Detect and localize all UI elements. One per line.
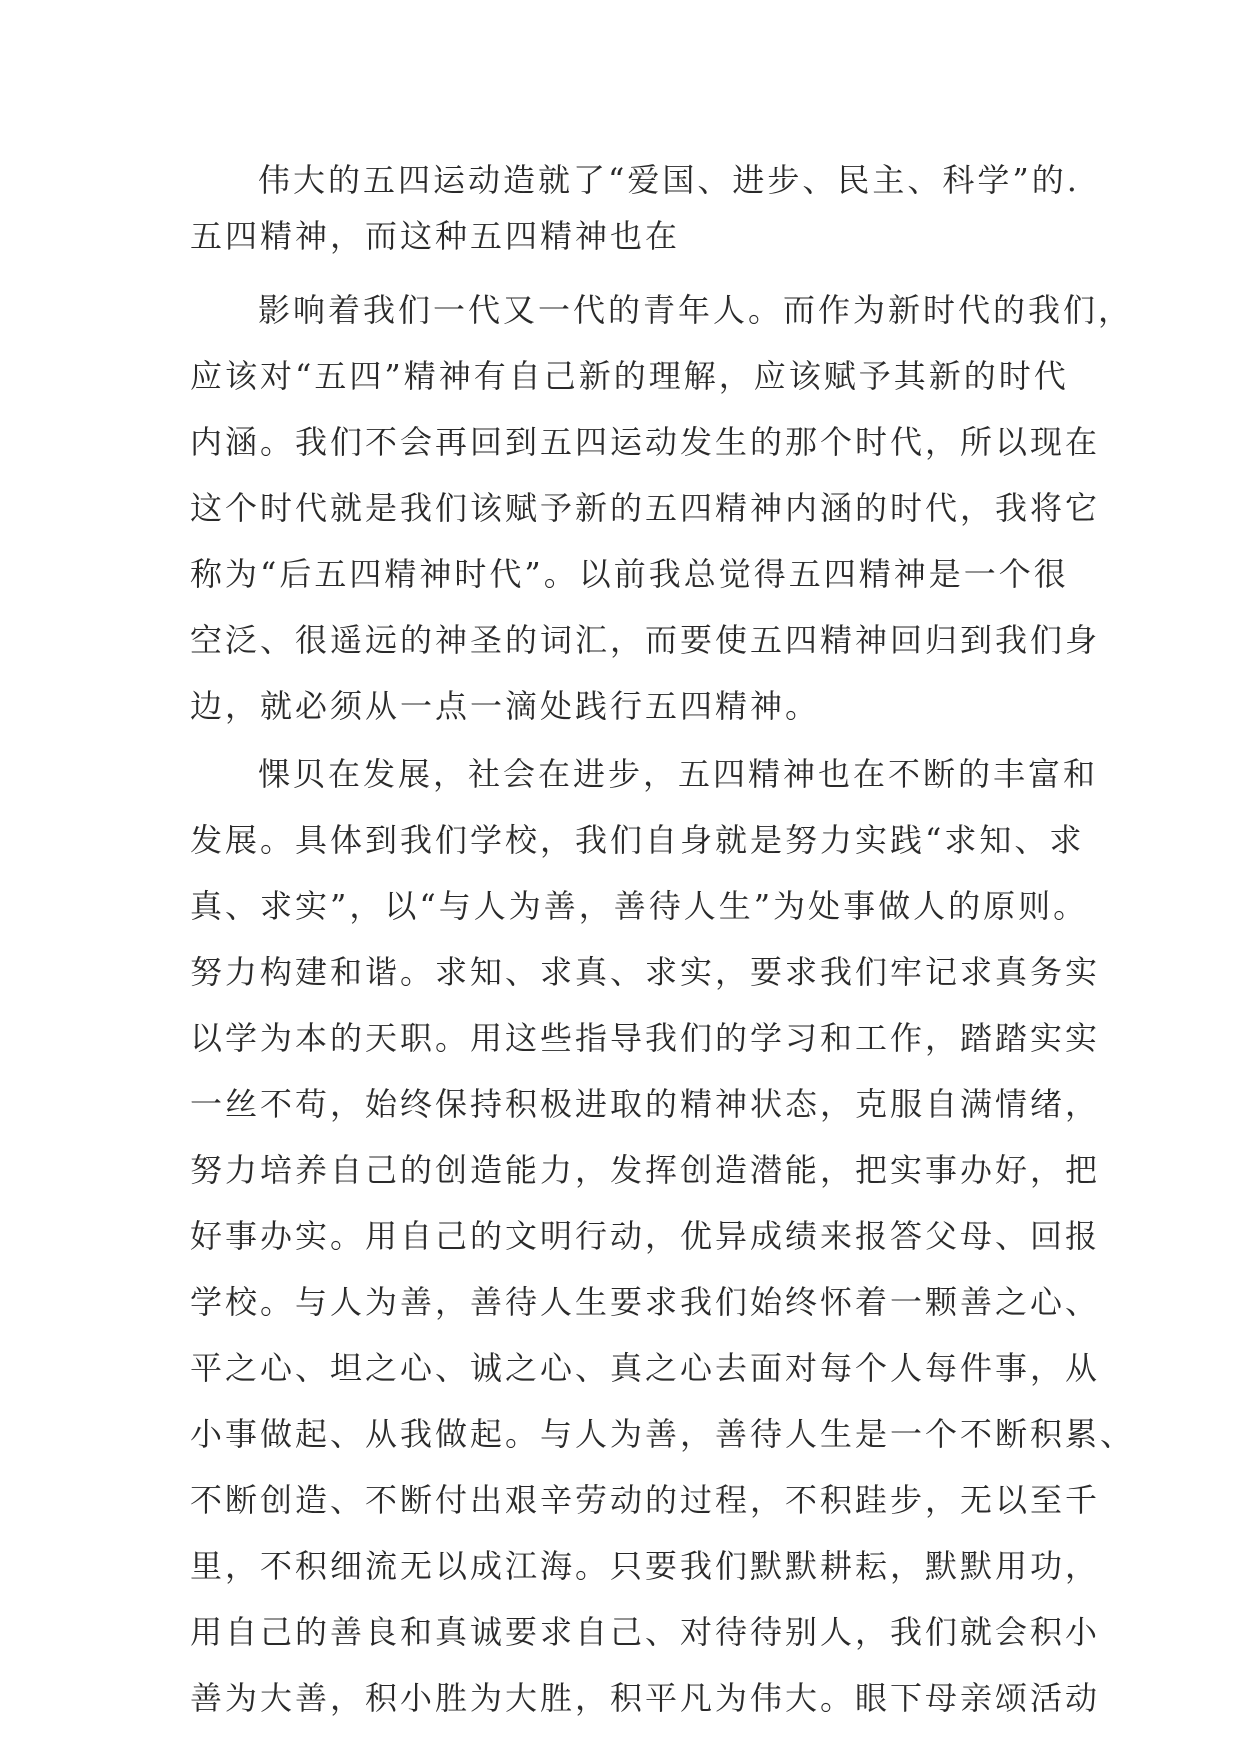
- text-line: 空泛、很遥远的神圣的词汇，而要使五四精神回归到我们身: [190, 621, 1101, 659]
- text-line: 平之心、坦之心、诚之心、真之心去面对每个人每件事，从: [190, 1349, 1101, 1387]
- text-line: 不断创造、不断付出艰辛劳动的过程，不积跬步，无以至千: [190, 1481, 1101, 1519]
- text-line: 这个时代就是我们该赋予新的五四精神内涵的时代，我将它: [190, 489, 1101, 527]
- text-line: 以学为本的天职。用这些指导我们的学习和工作，踏踏实实: [190, 1019, 1101, 1057]
- text-line: 好事办实。用自己的文明行动，优异成绩来报答父母、回报: [190, 1217, 1101, 1255]
- text-line: 发展。具体到我们学校，我们自身就是努力实践“求知、求: [190, 821, 1085, 859]
- text-line: 善为大善，积小胜为大胜，积平凡为伟大。眼下母亲颂活动: [190, 1679, 1101, 1717]
- text-line: 努力构建和谐。求知、求真、求实，要求我们牢记求真务实: [190, 953, 1101, 991]
- text-line: 伟大的五四运动造就了“爱国、进步、民主、科学”的.: [258, 161, 1080, 199]
- text-line: 努力培养自己的创造能力，发挥创造潜能，把实事办好，把: [190, 1151, 1101, 1189]
- text-line: 内涵。我们不会再回到五四运动发生的那个时代，所以现在: [190, 423, 1101, 461]
- text-line: 边，就必须从一点一滴处践行五四精神。: [190, 687, 821, 725]
- text-line: 用自己的善良和真诚要求自己、对待待别人，我们就会积小: [190, 1613, 1101, 1651]
- text-line: 小事做起、从我做起。与人为善，善待人生是一个不断积累、: [190, 1415, 1136, 1453]
- text-line: 应该对“五四”精神有自己新的理解，应该赋予其新的时代: [190, 357, 1069, 395]
- text-line: 影响着我们一代又一代的青年人。而作为新时代的我们，: [258, 291, 1134, 329]
- text-line: 学校。与人为善，善待人生要求我们始终怀着一颗善之心、: [190, 1283, 1101, 1321]
- text-line: 真、求实”，以“与人为善，善待人生”为处事做人的原则。: [190, 887, 1089, 925]
- text-line: 一丝不苟，始终保持积极进取的精神状态，克服自满情绪，: [190, 1085, 1101, 1123]
- text-line: 里，不积细流无以成江海。只要我们默默耕耘，默默用功，: [190, 1547, 1101, 1585]
- text-line: 惈贝在发展，社会在进步，五四精神也在不断的丰富和: [258, 755, 1099, 793]
- text-line: 称为“后五四精神时代”。以前我总觉得五四精神是一个很: [190, 555, 1069, 593]
- text-line: 五四精神，而这种五四精神也在: [190, 217, 681, 255]
